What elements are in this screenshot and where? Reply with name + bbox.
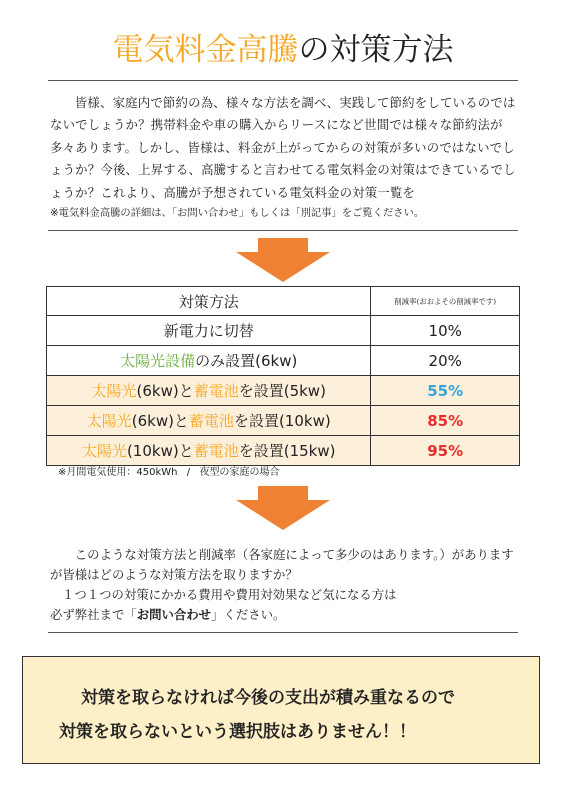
callout-line: 対策を取らないという選択肢はありません！！ — [59, 722, 416, 742]
table-row — [47, 406, 520, 436]
down-arrow-icon — [233, 238, 333, 282]
down-arrow-icon — [233, 486, 333, 530]
method-cell: 太陽光(6kw)と蓄電池を設置(10kw) — [47, 406, 371, 436]
method-cell: 新電力に切替 — [47, 316, 371, 346]
table-footnote: ※月間電気使用：450kWh / 夜型の家庭の場合 — [58, 467, 280, 478]
table-row — [47, 316, 520, 346]
rate-cell: 85% — [371, 406, 520, 436]
intro-paragraph: 皆様、家庭内で節約の為、様々な方法を調べ、実践して節約をしているのではないでしょうか？携帯料金や車の購入からリースになど世間では様々な節約法が多々あります。しかし、皆様は、料金が上がってからの対策が多いのではないでしょうか？今後、上昇する、高騰すると言わせてる電気料金の対策はできているでしょうか？これより、高騰が予想されている電気料金の対策一覧を — [50, 95, 516, 200]
table-header-row — [47, 287, 520, 316]
rate-column-header: 削減率(おおよその削減率です) — [371, 287, 520, 316]
outro-divider — [48, 632, 518, 633]
rate-cell: 95% — [371, 436, 520, 466]
table-row — [47, 376, 520, 406]
method-column-header: 対策方法 — [47, 287, 371, 316]
method-cell: 太陽光設備のみ設置(6kw) — [47, 346, 371, 376]
outro-line: このような対策方法と削減率（各家庭によって多少のはあります。）がありますが皆様はどのような対策方法を取りますか？ — [50, 547, 514, 582]
method-cell: 太陽光(6kw)と蓄電池を設置(5kw) — [47, 376, 371, 406]
method-cell: 太陽光(10kw)と蓄電池を設置(15kw) — [47, 436, 371, 466]
intro-note: ※電気料金高騰の詳細は、「お問い合わせ」もしくは「別記事」をご覧ください。 — [50, 207, 425, 220]
rate-cell: 20% — [371, 346, 520, 376]
title-rest: の対策方法 — [298, 32, 454, 68]
measures-table — [46, 286, 520, 466]
intro-divider — [48, 230, 518, 231]
table-row — [47, 346, 520, 376]
callout-line: 対策を取らなければ今後の支出が積み重なるので — [81, 688, 455, 708]
rate-cell: 55% — [371, 376, 520, 406]
callout-box — [22, 656, 540, 764]
title-divider — [48, 80, 518, 81]
contact-emphasis: お問い合わせ — [136, 607, 212, 622]
table-row — [47, 436, 520, 466]
rate-cell: 10% — [371, 316, 520, 346]
outro-line: １つ１つの対策にかかる費用や費用対効果など気になる方は — [62, 587, 397, 602]
page-title — [0, 30, 566, 70]
intro-section — [50, 92, 520, 222]
outro-line: 必ず弊社まで「お問い合わせ」ください。 — [50, 607, 286, 622]
title-highlight: 電気料金高騰 — [112, 32, 299, 68]
outro-section — [50, 545, 520, 625]
